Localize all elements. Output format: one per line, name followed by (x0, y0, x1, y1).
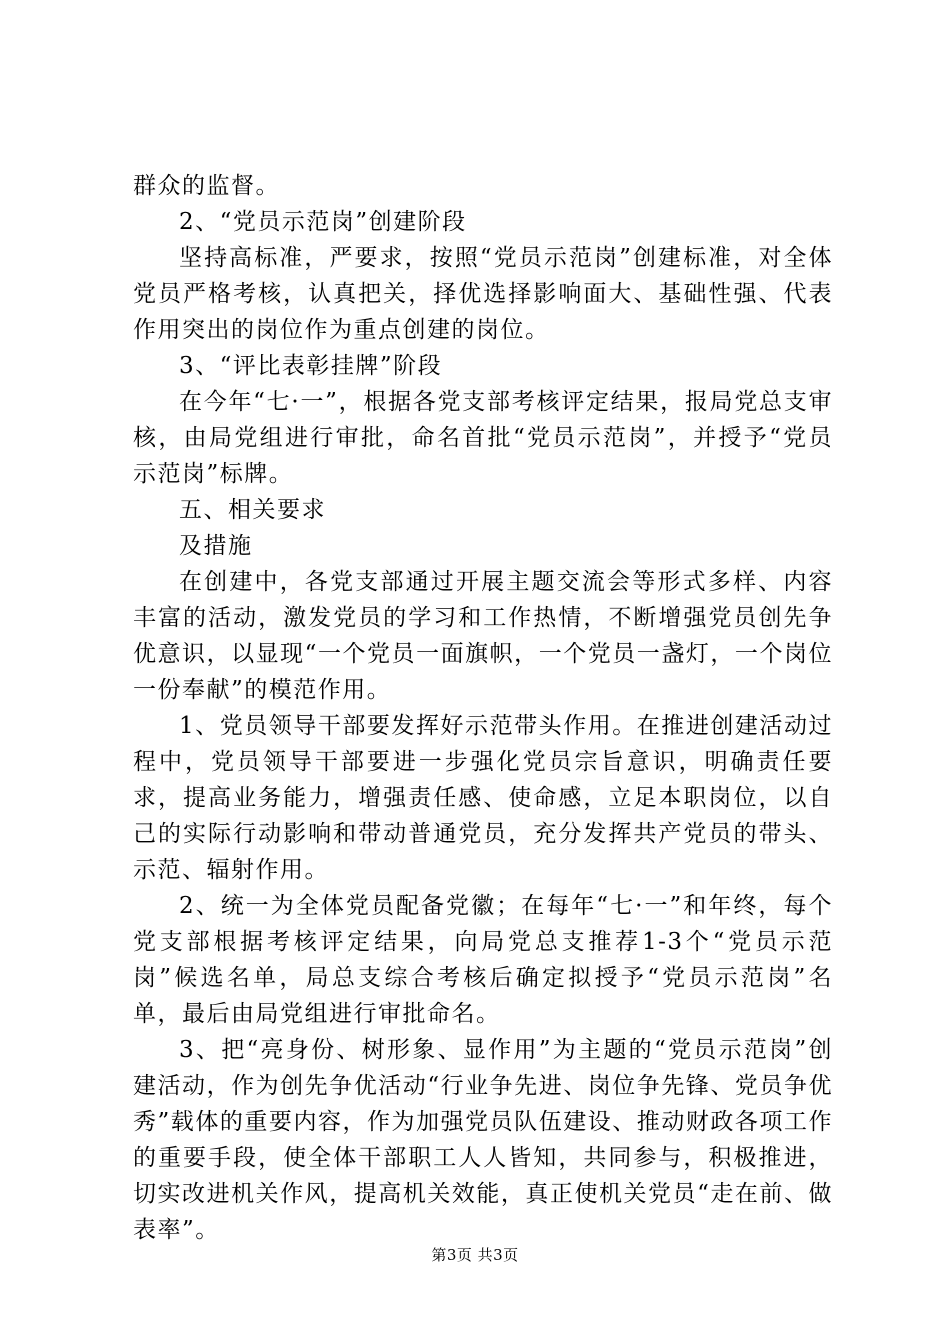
paragraph: 在今年“七·一”，根据各党支部考核评定结果，报局党总支审核，由局党组进行审批，命名首批“党员示范岗”，并授予“党员示范岗”标牌。 (133, 389, 833, 487)
document-body (133, 168, 833, 1248)
section-heading: 3、“评比表彰挂牌”阶段 (179, 353, 443, 379)
paragraph: 3、把“亮身份、树形象、显作用”为主题的“党员示范岗”创建活动，作为创先争优活动“行业争先进、岗位争先锋、党员争优秀”载体的重要内容，作为加强党员队伍建设、推动财政各项工作的重要手段，使全体干部职工人人皆知，共同参与，积极推进，切实改进机关作风，提高机关效能，真正使机关党员“走在前、做表率”。 (133, 1037, 833, 1243)
section-heading: 2、“党员示范岗”创建阶段 (179, 209, 467, 235)
paragraph: 在创建中，各党支部通过开展主题交流会等形式多样、内容丰富的活动，激发党员的学习和工作热情，不断增强党员创先争优意识，以显现“一个党员一面旗帜，一个党员一盏灯，一个岗位一份奉献”的模范作用。 (133, 569, 833, 703)
paragraph: 1、党员领导干部要发挥好示范带头作用。在推进创建活动过程中，党员领导干部要进一步强化党员宗旨意识，明确责任要求，提高业务能力，增强责任感、使命感，立足本职岗位，以自己的实际行动影响和带动普通党员，充分发挥共产党员的带头、示范、辐射作用。 (133, 713, 833, 883)
page-number-footer: 第3页 共3页 (431, 1246, 519, 1264)
paragraph: 群众的监督。 (133, 173, 280, 199)
paragraph: 坚持高标准，严要求，按照“党员示范岗”创建标准，对全体党员严格考核，认真把关，择优选择影响面大、基础性强、代表作用突出的岗位作为重点创建的岗位。 (133, 245, 833, 343)
paragraph: 2、统一为全体党员配备党徽；在每年“七·一”和年终，每个党支部根据考核评定结果，向局党总支推荐1-3个“党员示范岗”候选名单，局总支综合考核后确定拟授予“党员示范岗”名单，最后由局党组进行审批命名。 (133, 893, 833, 1027)
section-heading-continued: 及措施 (179, 533, 253, 559)
section-heading: 五、相关要求 (179, 497, 326, 523)
